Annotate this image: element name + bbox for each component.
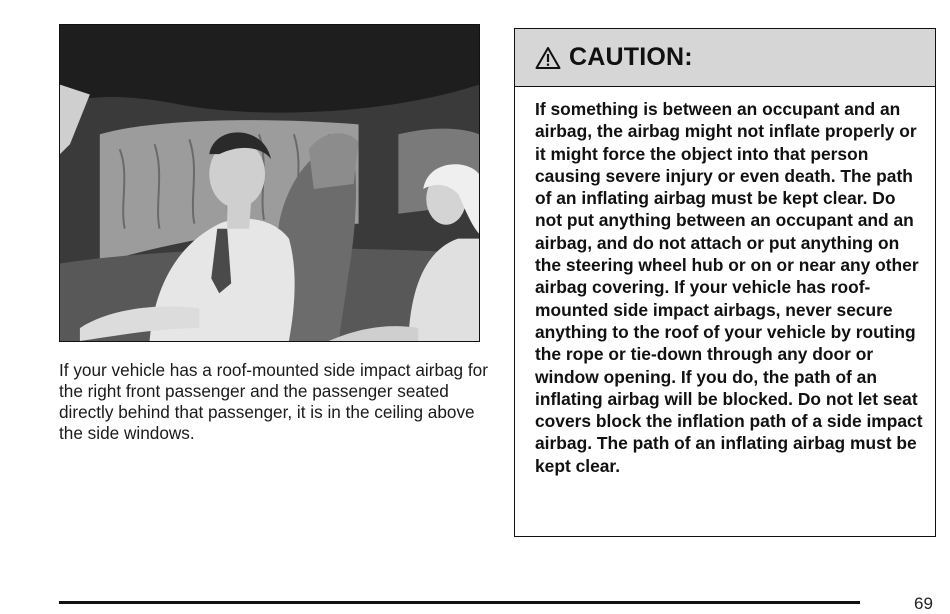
caution-box — [514, 28, 936, 537]
footer-rule — [59, 601, 860, 604]
illustration-caption: If your vehicle has a roof-mounted side impact airbag for the right front passenger and the passenger seated directly behind that passenger, it is in the ceiling above the side windows. — [59, 360, 488, 443]
caution-header — [515, 29, 935, 87]
car-interior-image — [60, 25, 479, 341]
airbag-illustration — [59, 24, 480, 342]
page-number: 69 — [914, 594, 933, 613]
warning-triangle-icon — [535, 46, 561, 70]
caution-title: CAUTION: — [569, 43, 693, 71]
caution-text: If something is between an occupant and an airbag, the airbag might not inflate properly or it might force the object into that person causing severe injury or even death. The path of an inflating airbag must be kept clear. Do not put anything between an occupant and an airbag, and do not attach or put anything on the steering wheel hub or on or near any other airbag covering. If your vehicle has roof-mounted side impact airbags, never secure anything to the roof of your vehicle by routing the rope or tie-down through any door or window opening. If you do, the path of an inflating airbag will be blocked. Do not let seat covers block the inflation path of a side impact airbag. The path of an inflating airbag must be kept clear. — [535, 99, 923, 476]
